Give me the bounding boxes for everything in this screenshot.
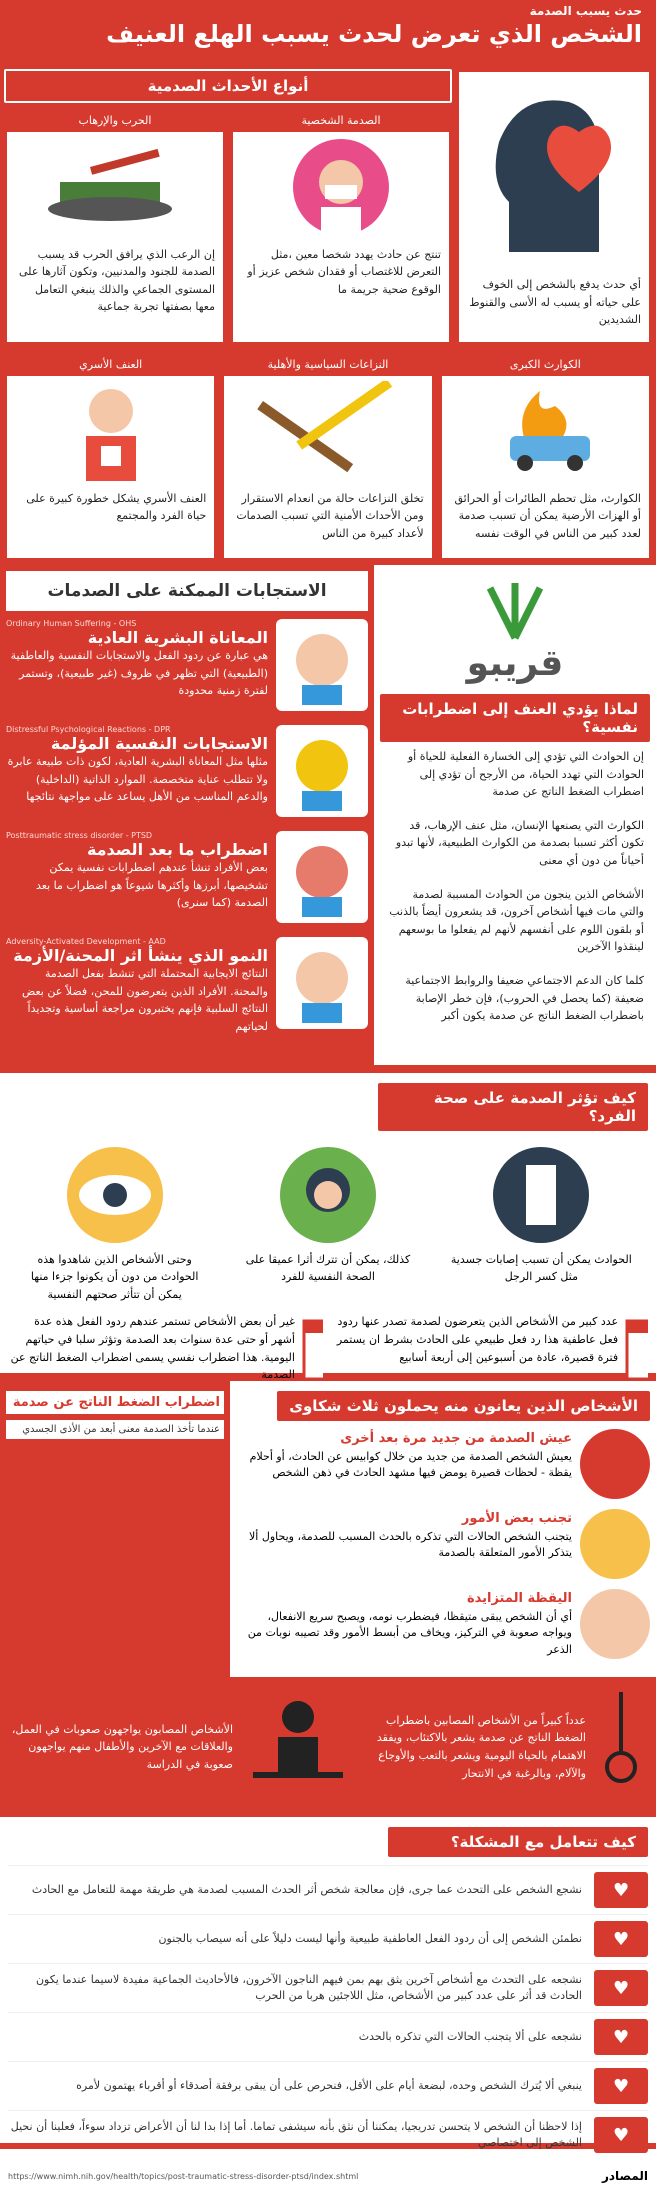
type-label: العنف الأسري <box>7 354 214 376</box>
heart-icon: ♥ <box>594 2068 648 2104</box>
ptsd-title: اضطراب الضغط الناتج عن صدمة <box>6 1391 224 1414</box>
calendar-icon <box>301 1313 323 1383</box>
cope-text: نشجع الشخص على التحدث عما جرى، فإن معالجة شخص أثر الحدث المسبب لصدمة هي طريقة مهمة للتعامل مع الحادث <box>31 1882 582 1896</box>
ptsd-item <box>236 1589 650 1659</box>
response-en: Distressful Psychological Reactions - DPR <box>6 725 171 734</box>
ptsd-section <box>0 1381 656 1677</box>
page-header <box>0 0 656 65</box>
response-title: اضطراب ما بعد الصدمة <box>86 840 268 859</box>
cope-text: إذا لاحظنا أن الشخص لا يتحسن تدريجيا، يمكننا أن نثق بأنه سيشفى تماما. أما إذا بدا لنا أن الأعراض تزداد سوءاً، فعلينا أن نحيل الشخص إلى اختصاصي <box>10 2119 582 2149</box>
head-heart-icon <box>459 72 649 272</box>
intro-card <box>456 69 652 345</box>
response-title: الاستجابات النفسية المؤلمة <box>50 734 268 753</box>
page-title: الشخص الذي تعرض لحدث يسبب الهلع العنيف <box>106 20 642 48</box>
cope-item <box>8 1865 648 1914</box>
effects-text: عدداً كبيراً من الأشخاص المصابين باضطراب الضغط الناتج عن صدمة يشعر بالاكتئاب، ويفقد الاهتمام بالحياة اليومية ويشعر بالتعب والأوجاع والآلام، وبالرغبة في الانتحار <box>376 1713 586 1780</box>
cope-text: نشجعه على التحدث مع أشخاص آخرين يثق بهم بمن فيهم الناجون الآخرون، فالأحاديث الجماعية مفيدة لاسيما عندما يكون الحادث قد أثر على عدد كبير من الأشخاص، مثل اللاجئين هربا من الحرب <box>35 1972 582 2002</box>
neutral-face-icon <box>276 619 368 711</box>
response-title: النمو الذي ينشأ اثر المحنة/الأزمة <box>13 946 268 965</box>
cope-text: ينبغي ألا يُترك الشخص وحده، لبضعة أيام على الأقل، فنحرص على أن يبقى برفقة أصدقاء أو أقرباء يهتمون لأمره <box>76 2078 582 2092</box>
type-text: الكوارث، مثل تحطم الطائرات أو الحرائق أو الهزات الأرضية يمكن أن تسبب صدمة لعدد كبير من الناس في الوقت نفسه <box>454 491 641 540</box>
ptsd-item-text: أي أن الشخص يبقى متيقظا، فيضطرب نومه، ويصبح سريع الانفعال، ويواجه صعوبة في التركيز، ويخاف من أبسط الأمور وقد تصيبه نوبات من الذعر <box>247 1609 572 1656</box>
ptsd-item-text: يعيش الشخص الصدمة من جديد من خلال كوابيس عن الحادث، أو أحلام يقظة - لحظات قصيرة يومض فيها مشهد الحادث في ذهن الشخص <box>249 1449 572 1479</box>
crying-woman-icon <box>278 1145 378 1245</box>
tank-icon <box>7 132 223 242</box>
calm-face-icon <box>276 937 368 1029</box>
intro-text: أي حدث يدفع بالشخص إلى الخوف على حياته أو يسبب له الأسى والقنوط الشديدين <box>469 278 641 327</box>
response-en: Adversity-Activated Development - AAD <box>6 937 166 946</box>
type-card-disaster <box>439 351 652 561</box>
accident-icon <box>580 1429 650 1499</box>
response-item <box>6 831 368 923</box>
heart-icon: ♥ <box>594 1970 648 2006</box>
heart-icon: ♥ <box>594 1921 648 1957</box>
injured-boy-icon <box>7 376 214 486</box>
types-title: أنواع الأحداث الصدمية <box>4 69 452 103</box>
cope-item <box>8 2012 648 2061</box>
response-en: Posttraumatic stress disorder - PTSD <box>6 831 153 840</box>
yellow-face-icon <box>276 725 368 817</box>
time-text: عدد كبير من الأشخاص الذين يتعرضون لصدمة تصدر عنها ردود فعل عاطفية هذا رد فعل طبيعي على الحادث بشرط ان يستمر فترة قصيرة، عادة من أسبوعين إلى أربعة أسابيع <box>336 1315 619 1364</box>
types-section <box>0 65 656 565</box>
responses-title: الاستجابات الممكنة على الصدمات <box>6 571 368 611</box>
ptsd-panel <box>0 1381 230 1677</box>
effects-section <box>0 1677 656 1817</box>
cope-title: كيف تتعامل مع المشكلة؟ <box>388 1827 648 1857</box>
why-body <box>380 742 650 1031</box>
type-label: الكوارث الكبرى <box>442 354 649 376</box>
cope-text: نشجعه على ألا يتجنب الحالات التي تذكره بالحدث <box>358 2029 582 2043</box>
divider <box>0 1065 656 1073</box>
why-para: الكوارث التي يصنعها الإنسان، مثل عنف الإرهاب، قد تكون أكثر تسببا بصدمة من الكوارث الطبيعية، لأنها تبدو أحياناً من دون أي معنى <box>395 818 644 867</box>
health-item <box>233 1145 423 1303</box>
ptsd-item-title: عيش الصدمة من جديد مرة بعد أخرى <box>340 1431 572 1446</box>
heart-icon: ♥ <box>594 1872 648 1908</box>
ptsd-subtitle: عندما تأخذ الصدمة معنى أبعد من الأذى الجسدي <box>6 1420 224 1439</box>
type-text: تنتج عن حادث يهدد شخصا معين ،مثل التعرض للاغتصاب أو فقدان شخص عزيز أو الوقوع ضحية جريمة ما <box>247 247 441 296</box>
health-text: وحتى الأشخاص الذين شاهدوا هذه الحوادث من دون أن يكونوا جزءا منها يمكن أن تتأثر صحتهم النفسية <box>30 1252 199 1301</box>
brand-name: قريبو <box>466 643 564 684</box>
cope-item <box>8 1914 648 1963</box>
calendar-icon <box>624 1313 648 1383</box>
complain-title: الأشخاص الذين يعانون منه يحملون ثلاث شكاوى <box>277 1391 650 1421</box>
type-card-personal <box>230 107 452 345</box>
response-text: هي عبارة عن ردود الفعل والاستجابات النفسية والعاطفية (الطبيعية) التي تظهر في ظروف (غير طبيعية)، وتستمر لفترة زمنية محدودة <box>10 649 268 698</box>
response-text: النتائج الايجابية المحتملة التي تنشط بفعل الصدمة والمحنة. الأفراد الذين يتعرضون للمحن، فضلاً عن بعض النتائج السلبية فإنهم يختبرون مراجعة أساسية وتجديداً لحياتهم <box>22 967 268 1033</box>
footer-source: المصادر <box>601 2169 648 2183</box>
response-text: مثلها مثل المعاناة البشرية العادية، لكون ذات طبيعة عابرة ولا تتطلب عناية متخصصة. الموارد الذاتية (الداخلية) والدعم المناسب من الأهل يساعد على مواجهة نتائجها <box>7 755 268 804</box>
why-para: الأشخاص الذين ينجون من الحوادث المسببة لصدمة والتي مات فيها أشخاص آخرون، قد يشعرون أيضاً بالذنب أو بلقون اللوم على أنفسهم لأنهم لم يفعلوا ما بوسعهم لينقذوا الآخرين <box>389 887 644 954</box>
worker-icon <box>243 1692 353 1802</box>
cope-item <box>8 2061 648 2110</box>
ptsd-item-title: اليقظة المتزايدة <box>466 1591 572 1606</box>
health-section <box>0 1073 656 1382</box>
brand-logo <box>380 571 650 686</box>
response-title: المعاناة البشرية العادية <box>87 628 268 647</box>
noose-icon <box>596 1692 646 1802</box>
type-card-conflict <box>221 351 434 561</box>
response-text: بعض الأفراد تنشأ عندهم اضطرابات نفسية يمكن تشخيصها، أبرزها وأكثرها شيوعاً هو اضطراب ما بعد الصدمة (كما سنرى) <box>36 861 268 910</box>
rifles-icon <box>224 376 431 486</box>
coping-section <box>0 1817 656 2149</box>
type-label: النزاعات السياسية والأهلية <box>224 354 431 376</box>
response-item <box>6 725 368 817</box>
ptsd-item-title: تجنب بعض الأمور <box>461 1511 572 1526</box>
responses-panel <box>0 565 374 1065</box>
effects-text: الأشخاص المصابون يواجهون صعوبات في العمل، والعلاقات مع الآخرين والأطفال منهم يواجهون صعوبة في الدراسة <box>11 1722 233 1771</box>
why-para: كلما كان الدعم الاجتماعي ضعيفا والروابط الاجتماعية ضعيفة (كما يحصل في الحروب)، فإن خطر الإصابة باضطراب الضغط الناتج عن صدمة يكون أكبر <box>405 973 644 1023</box>
ptsd-item <box>236 1509 650 1579</box>
footer <box>0 2143 656 2203</box>
sleepless-icon <box>580 1589 650 1659</box>
type-label: الصدمة الشخصية <box>233 110 449 132</box>
time-text: غير أن بعض الأشخاص تستمر عندهم ردود الفعل هذه عدة أشهر أو حتى عدة سنوات بعد الصدمة وتؤثر سلبا في حياتهم اليومية. هذا اضطراب نفسي يسمى اضطراب الضغط الناتج عن الصدمة <box>10 1315 295 1382</box>
responses-section <box>0 565 656 1065</box>
health-text: الحوادث يمكن أن تسبب إصابات جسدية مثل كسر الرجل <box>450 1252 632 1284</box>
response-en: Ordinary Human Suffering - OHS <box>6 619 137 628</box>
type-text: العنف الأسري يشكل خطورة كبيرة على حياة الفرد والمجتمع <box>26 491 207 523</box>
heart-icon: ♥ <box>594 2117 648 2153</box>
page-subtitle: حدث يسبب الصدمة <box>529 4 642 18</box>
masked-woman-icon <box>233 132 449 242</box>
type-text: إن الرعب الذي يرافق الحرب قد يسبب الصدمة للجنود والمدنيين، وتكون آثارها على المستوى الجماعي والذلك ينبغي التعامل معها بصفتها تجربة جماعية <box>19 247 215 314</box>
response-item <box>6 937 368 1035</box>
avoid-face-icon <box>580 1509 650 1579</box>
sprout-icon <box>470 573 560 643</box>
type-text: تخلق النزاعات حالة من انعدام الاستقرار ومن الأحداث الأمنية التي تسبب الصدمات لأعداد كبيرة من الناس <box>236 491 424 540</box>
cope-text: نطمئن الشخص إلى أن ردود الفعل العاطفية طبيعية وأنها ليست دليلاً على أنه سيصاب بالجنون <box>158 1931 582 1945</box>
why-para: إن الحوادث التي تؤدي إلى الخسارة الفعلية للحياة أو الحوادث التي تهدد الحياة، من الأرجح أن تؤدي إلى اضطراب الضغط الناتج عن صدمة <box>407 750 644 799</box>
type-label: الحرب والإرهاب <box>7 110 223 132</box>
response-item <box>6 619 368 711</box>
burning-car-icon <box>442 376 649 486</box>
cope-item <box>8 1963 648 2012</box>
ptsd-item <box>236 1429 650 1499</box>
type-card-war <box>4 107 226 345</box>
health-text: كذلك، يمكن أن تترك أثرا عميقا على الصحة النفسية للفرد <box>245 1252 411 1284</box>
why-title: لماذا يؤدي العنف إلى اضطرابات نفسية؟ <box>380 694 650 742</box>
health-item <box>20 1145 210 1303</box>
footer-url[interactable]: https://www.nimh.nih.gov/health/topics/post-traumatic-stress-disorder-ptsd/index.shtml <box>8 2171 359 2181</box>
type-card-domestic <box>4 351 217 561</box>
red-face-icon <box>276 831 368 923</box>
heart-icon: ♥ <box>594 2019 648 2055</box>
health-item <box>446 1145 636 1303</box>
cast-leg-icon <box>491 1145 591 1245</box>
eye-icon <box>65 1145 165 1245</box>
health-title: كيف تؤثر الصدمة على صحة الفرد؟ <box>378 1083 648 1131</box>
ptsd-item-text: يتجنب الشخص الحالات التي تذكره بالحدث المسبب للصدمة، ويحاول ألا يتذكر الأمور المتعلقة بالصدمة <box>249 1529 572 1559</box>
